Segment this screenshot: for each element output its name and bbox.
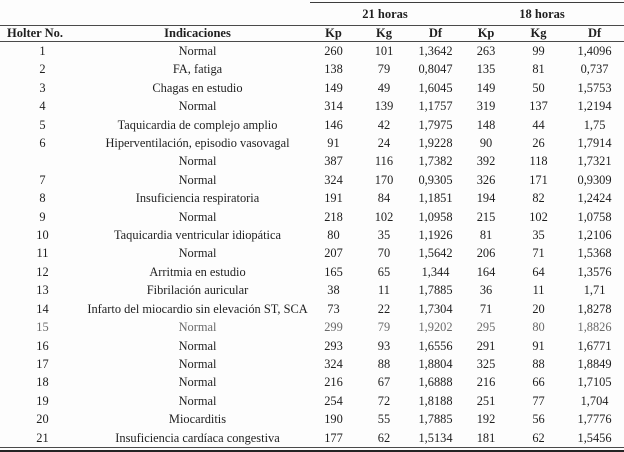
indication-cell: Normal bbox=[178, 172, 217, 187]
group-header-18-horas: 18 horas bbox=[460, 3, 624, 26]
holter-no-cell: 5 bbox=[39, 117, 46, 132]
kp-21h-cell: 38 bbox=[327, 283, 340, 298]
df-21h-cell: 1,7885 bbox=[418, 412, 453, 427]
kg-18h-cell: 91 bbox=[532, 338, 545, 353]
df-18h-cell: 1,7105 bbox=[577, 375, 612, 390]
df-21h-cell: 1,7304 bbox=[418, 301, 453, 316]
kg-18h-cell: 99 bbox=[532, 44, 545, 58]
kp-21h-cell: 314 bbox=[324, 99, 343, 114]
table-row bbox=[0, 134, 624, 152]
kg-18h-cell: 71 bbox=[532, 246, 545, 261]
col-header-kg-18h: Kg bbox=[512, 26, 565, 42]
holter-no-cell: 6 bbox=[39, 136, 46, 151]
kg-18h-cell: 56 bbox=[532, 412, 545, 427]
df-21h-cell: 1,1851 bbox=[418, 191, 453, 206]
kp-18h-cell: 291 bbox=[476, 338, 496, 353]
df-18h-cell: 1,6771 bbox=[577, 338, 612, 353]
col-header-df-18h: Df bbox=[565, 26, 624, 42]
kg-21h-cell: 88 bbox=[377, 356, 391, 371]
kg-18h-cell: 77 bbox=[532, 393, 545, 408]
kg-21h-cell: 11 bbox=[378, 283, 390, 298]
indication-cell: Normal bbox=[178, 375, 217, 390]
table-row bbox=[0, 171, 624, 189]
holter-no-cell: 20 bbox=[36, 412, 49, 427]
kg-18h-cell: 50 bbox=[532, 80, 545, 95]
indication-cell: Normal bbox=[178, 320, 217, 335]
column-header-row bbox=[0, 26, 624, 42]
kp-18h-cell: 325 bbox=[476, 356, 496, 371]
kp-18h-cell: 164 bbox=[476, 264, 496, 279]
df-18h-cell: 1,7321 bbox=[577, 154, 612, 169]
df-18h-cell: 1,8826 bbox=[577, 320, 612, 335]
holter-no-cell: 8 bbox=[39, 191, 46, 206]
df-21h-cell: 1,8188 bbox=[418, 393, 453, 408]
col-header-holter-no: Holter No. bbox=[0, 26, 85, 42]
table-row bbox=[0, 410, 624, 428]
df-18h-cell: 1,4096 bbox=[577, 44, 612, 58]
kp-21h-cell: 207 bbox=[324, 246, 343, 261]
df-18h-cell: 1,2424 bbox=[577, 191, 612, 206]
holter-no-cell: 10 bbox=[36, 228, 49, 243]
table-row bbox=[0, 42, 624, 61]
df-18h-cell: 1,2106 bbox=[577, 228, 612, 243]
kp-18h-cell: 326 bbox=[476, 172, 496, 187]
kp-21h-cell: 190 bbox=[324, 412, 343, 427]
indication-cell: Normal bbox=[178, 393, 217, 408]
df-18h-cell: 1,75 bbox=[583, 117, 606, 132]
df-21h-cell: 1,6045 bbox=[418, 80, 453, 95]
kp-21h-cell: 218 bbox=[324, 209, 343, 224]
table-row bbox=[0, 152, 624, 170]
holter-no-cell: 4 bbox=[39, 99, 46, 114]
df-21h-cell: 1,7975 bbox=[418, 117, 453, 132]
df-18h-cell: 1,71 bbox=[583, 283, 606, 298]
holter-no-cell: 3 bbox=[39, 80, 46, 95]
df-18h-cell: 1,0758 bbox=[577, 209, 612, 224]
kg-18h-cell: 81 bbox=[532, 62, 545, 77]
kp-18h-cell: 148 bbox=[476, 117, 496, 132]
table-row bbox=[0, 337, 624, 355]
holter-no-cell: 7 bbox=[39, 172, 46, 187]
df-21h-cell: 1,1757 bbox=[418, 99, 453, 114]
kp-21h-cell: 293 bbox=[324, 338, 343, 353]
kg-18h-cell: 66 bbox=[532, 375, 545, 390]
df-21h-cell: 1,6556 bbox=[418, 338, 453, 353]
kg-21h-cell: 42 bbox=[377, 117, 391, 132]
kp-18h-cell: 194 bbox=[476, 191, 496, 206]
df-18h-cell: 1,8849 bbox=[577, 356, 612, 371]
kp-21h-cell: 324 bbox=[324, 172, 343, 187]
df-21h-cell: 1,0958 bbox=[418, 209, 453, 224]
kp-18h-cell: 392 bbox=[476, 154, 496, 169]
indication-cell: Normal bbox=[178, 99, 217, 114]
holter-no-cell: 2 bbox=[39, 62, 46, 77]
df-21h-cell: 1,8804 bbox=[418, 356, 453, 371]
kp-21h-cell: 73 bbox=[327, 301, 340, 316]
kg-18h-cell: 20 bbox=[532, 301, 545, 316]
holter-no-cell: 16 bbox=[36, 338, 49, 353]
df-21h-cell: 1,7382 bbox=[418, 154, 453, 169]
table-row bbox=[0, 97, 624, 115]
holter-no-cell: 13 bbox=[36, 283, 49, 298]
indication-cell: Taquicardia de complejo amplio bbox=[117, 117, 278, 132]
kp-21h-cell: 149 bbox=[324, 80, 343, 95]
df-21h-cell: 1,7885 bbox=[418, 283, 453, 298]
kp-18h-cell: 295 bbox=[476, 320, 496, 335]
kp-18h-cell: 192 bbox=[476, 412, 496, 427]
kp-18h-cell: 251 bbox=[476, 393, 496, 408]
kg-21h-cell: 116 bbox=[374, 154, 394, 169]
kg-21h-cell: 79 bbox=[377, 62, 391, 77]
indication-cell: FA, fatiga bbox=[172, 62, 223, 77]
df-18h-cell: 1,7776 bbox=[577, 412, 612, 427]
df-18h-cell: 1,3576 bbox=[577, 264, 612, 279]
table-row bbox=[0, 392, 624, 410]
df-21h-cell: 0,8047 bbox=[418, 62, 453, 77]
holter-no-cell: 17 bbox=[36, 356, 49, 371]
table-row bbox=[0, 116, 624, 134]
kp-21h-cell: 80 bbox=[327, 228, 340, 243]
col-header-indicaciones: Indicaciones bbox=[85, 26, 310, 42]
df-21h-cell: 1,6888 bbox=[418, 375, 453, 390]
table-row bbox=[0, 429, 624, 448]
kg-21h-cell: 65 bbox=[377, 264, 391, 279]
kp-18h-cell: 319 bbox=[476, 99, 496, 114]
kg-21h-cell: 84 bbox=[377, 191, 391, 206]
kp-18h-cell: 216 bbox=[476, 375, 496, 390]
kg-18h-cell: 88 bbox=[532, 356, 545, 371]
kg-21h-cell: 24 bbox=[377, 136, 391, 151]
kp-21h-cell: 387 bbox=[324, 154, 343, 169]
kp-18h-cell: 135 bbox=[476, 62, 496, 77]
kg-21h-cell: 67 bbox=[377, 375, 391, 390]
kp-21h-cell: 177 bbox=[310, 429, 357, 448]
kp-21h-cell: 191 bbox=[324, 191, 343, 206]
holter-no-cell: 19 bbox=[36, 393, 49, 408]
holter-no-cell: 21 bbox=[0, 429, 85, 448]
holter-no-cell: 14 bbox=[36, 301, 49, 316]
kp-18h-cell: 36 bbox=[479, 283, 493, 298]
kg-18h-cell: 35 bbox=[532, 228, 545, 243]
col-header-kp-18h: Kp bbox=[460, 26, 512, 42]
kp-21h-cell: 216 bbox=[324, 375, 343, 390]
kg-21h-cell: 49 bbox=[377, 80, 391, 95]
kg-21h-cell: 55 bbox=[377, 412, 391, 427]
kp-18h-cell: 206 bbox=[476, 246, 496, 261]
holter-no-cell: 9 bbox=[39, 209, 46, 224]
holter-no-cell: 18 bbox=[36, 375, 49, 390]
kp-18h-cell: 263 bbox=[476, 44, 496, 58]
kg-18h-cell: 80 bbox=[532, 320, 545, 335]
indication-cell: Normal bbox=[178, 154, 217, 169]
df-18h-cell: 1,8278 bbox=[577, 301, 612, 316]
kg-21h-cell: 93 bbox=[377, 338, 391, 353]
table-body bbox=[0, 42, 624, 448]
kg-18h-cell: 26 bbox=[532, 136, 545, 151]
kp-21h-cell: 91 bbox=[327, 136, 340, 151]
kg-18h-cell: 64 bbox=[532, 264, 545, 279]
kg-18h-cell: 118 bbox=[529, 154, 548, 169]
kg-21h-cell: 72 bbox=[377, 393, 391, 408]
col-header-df-21h: Df bbox=[411, 26, 460, 42]
kg-18h-cell: 62 bbox=[512, 429, 565, 448]
kg-18h-cell: 137 bbox=[529, 99, 548, 114]
table-row bbox=[0, 208, 624, 226]
col-header-kp-21h: Kp bbox=[310, 26, 357, 42]
table-row bbox=[0, 318, 624, 336]
kp-21h-cell: 254 bbox=[324, 393, 343, 408]
table-row bbox=[0, 244, 624, 262]
kg-21h-cell: 79 bbox=[377, 320, 391, 335]
table-row bbox=[0, 226, 624, 244]
table-row bbox=[0, 355, 624, 373]
df-18h-cell: 1,7914 bbox=[577, 136, 612, 151]
indication-cell: Arritmia en estudio bbox=[149, 264, 246, 279]
df-18h-cell: 1,5456 bbox=[565, 429, 624, 448]
table-row bbox=[0, 60, 624, 78]
table-row bbox=[0, 373, 624, 391]
df-21h-cell: 1,5134 bbox=[411, 429, 460, 448]
df-21h-cell: 0,9305 bbox=[418, 172, 453, 187]
indication-cell: Taquicardia ventricular idiopática bbox=[113, 228, 281, 243]
kg-21h-cell: 22 bbox=[377, 301, 391, 316]
kg-18h-cell: 11 bbox=[532, 283, 545, 298]
df-21h-cell: 1,9228 bbox=[418, 136, 453, 151]
kp-18h-cell: 71 bbox=[479, 301, 493, 316]
indication-cell: Chagas en estudio bbox=[152, 80, 243, 95]
holter-data-table bbox=[0, 2, 624, 448]
indication-cell: Normal bbox=[178, 356, 217, 371]
kg-21h-cell: 102 bbox=[374, 209, 394, 224]
table-row bbox=[0, 189, 624, 207]
kp-18h-cell: 90 bbox=[479, 136, 493, 151]
table-header bbox=[0, 3, 624, 42]
df-21h-cell: 1,3642 bbox=[418, 44, 453, 58]
df-21h-cell: 1,344 bbox=[421, 264, 450, 279]
indication-cell: Normal bbox=[178, 246, 217, 261]
kp-18h-cell: 181 bbox=[460, 429, 512, 448]
table-row bbox=[0, 263, 624, 281]
kp-21h-cell: 146 bbox=[324, 117, 343, 132]
kg-21h-cell: 62 bbox=[357, 429, 411, 448]
holter-no-cell: 11 bbox=[36, 246, 49, 261]
df-18h-cell: 1,2194 bbox=[577, 99, 612, 114]
group-header-21-horas: 21 horas bbox=[310, 3, 460, 26]
df-18h-cell: 1,5368 bbox=[577, 246, 612, 261]
df-18h-cell: 0,9309 bbox=[577, 172, 612, 187]
indication-cell: Miocarditis bbox=[168, 412, 227, 427]
kp-21h-cell: 165 bbox=[324, 264, 343, 279]
indication-cell: Hiperventilación, episodio vasovagal bbox=[105, 136, 290, 151]
kp-18h-cell: 149 bbox=[476, 80, 496, 95]
kp-21h-cell: 324 bbox=[324, 356, 343, 371]
kp-18h-cell: 81 bbox=[479, 228, 493, 243]
kp-18h-cell: 215 bbox=[476, 209, 496, 224]
col-header-kg-21h: Kg bbox=[357, 26, 411, 42]
group-header-spacer bbox=[0, 3, 85, 26]
df-21h-cell: 1,1926 bbox=[418, 228, 453, 243]
kg-21h-cell: 139 bbox=[374, 99, 394, 114]
df-18h-cell: 0,737 bbox=[580, 62, 609, 77]
kp-21h-cell: 260 bbox=[324, 44, 343, 58]
indication-cell: Insuficiencia respiratoria bbox=[135, 191, 260, 206]
kp-21h-cell: 138 bbox=[324, 62, 343, 77]
kg-18h-cell: 82 bbox=[532, 191, 545, 206]
holter-no-cell bbox=[0, 152, 85, 170]
holter-no-cell: 15 bbox=[36, 320, 49, 335]
kg-21h-cell: 101 bbox=[374, 44, 394, 58]
kg-18h-cell: 44 bbox=[532, 117, 545, 132]
df-18h-cell: 1,704 bbox=[580, 393, 609, 408]
indication-cell: Infarto del miocardio sin elevación ST, SCA bbox=[87, 301, 308, 316]
table-row bbox=[0, 300, 624, 318]
holter-no-cell: 12 bbox=[36, 264, 49, 279]
kg-21h-cell: 70 bbox=[377, 246, 391, 261]
df-21h-cell: 1,9202 bbox=[418, 320, 453, 335]
indication-cell: Normal bbox=[178, 338, 217, 353]
indication-cell: Insuficiencia cardíaca congestiva bbox=[85, 429, 310, 448]
group-header-row bbox=[0, 3, 624, 26]
kg-18h-cell: 102 bbox=[529, 209, 548, 224]
table-row bbox=[0, 281, 624, 299]
kg-21h-cell: 170 bbox=[374, 172, 394, 187]
holter-no-cell: 1 bbox=[39, 44, 46, 58]
kg-21h-cell: 35 bbox=[377, 228, 391, 243]
indication-cell: Normal bbox=[178, 44, 217, 58]
indication-cell: Fibrilación auricular bbox=[146, 283, 249, 298]
kg-18h-cell: 171 bbox=[529, 172, 548, 187]
indication-cell: Normal bbox=[178, 209, 217, 224]
df-18h-cell: 1,5753 bbox=[577, 80, 612, 95]
table-row bbox=[0, 79, 624, 97]
df-21h-cell: 1,5642 bbox=[418, 246, 453, 261]
kp-21h-cell: 299 bbox=[324, 320, 343, 335]
group-header-spacer bbox=[85, 3, 310, 26]
